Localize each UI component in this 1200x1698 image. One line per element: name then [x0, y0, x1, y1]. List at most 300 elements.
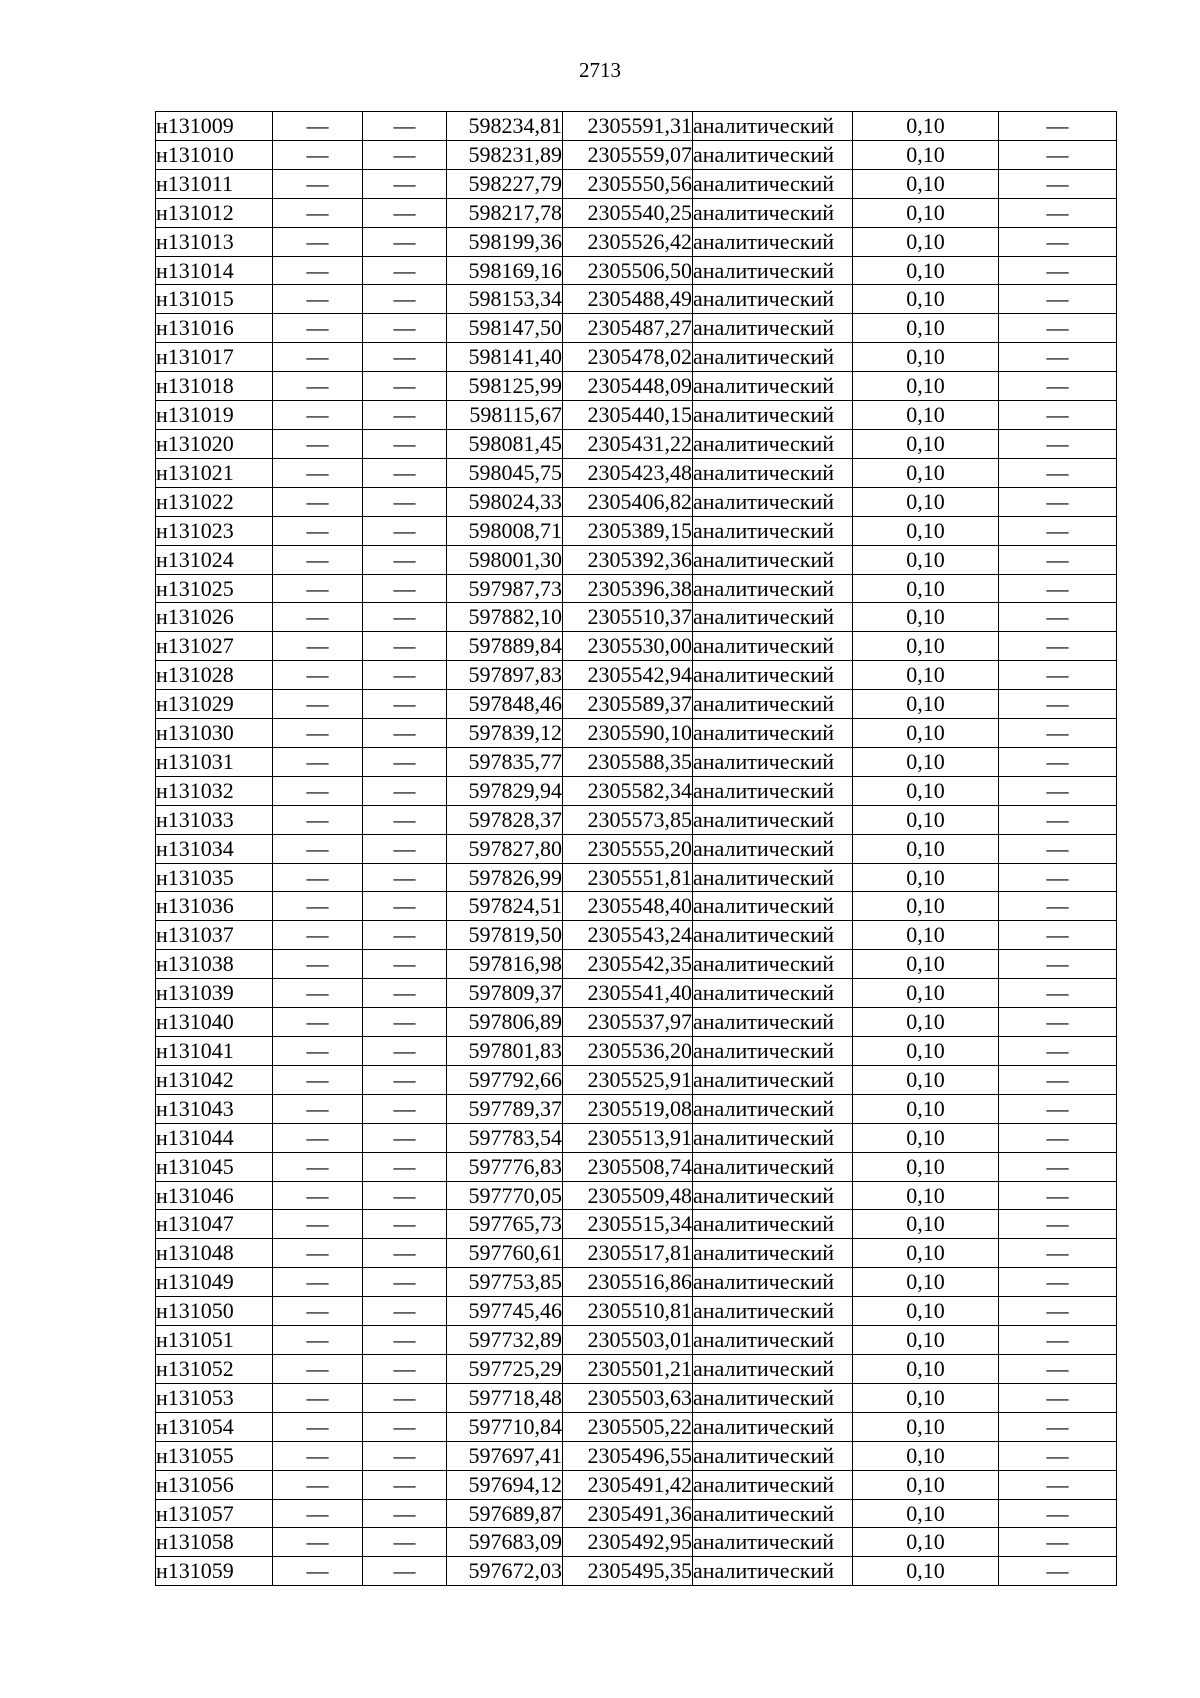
x-coordinate-cell: 598141,40: [447, 343, 563, 372]
table-row: [156, 545, 1117, 574]
method-cell: аналитический: [693, 545, 853, 574]
y-coordinate-cell: 2305515,34: [563, 1210, 693, 1239]
empty-value-cell: —: [363, 1326, 447, 1355]
table-row: [156, 1268, 1117, 1297]
x-coordinate-cell: 598008,71: [447, 516, 563, 545]
method-cell: аналитический: [693, 1152, 853, 1181]
empty-value-cell: —: [999, 112, 1117, 141]
accuracy-cell: 0,10: [853, 1210, 999, 1239]
empty-value-cell: —: [363, 776, 447, 805]
empty-value-cell: —: [999, 1094, 1117, 1123]
accuracy-cell: 0,10: [853, 690, 999, 719]
y-coordinate-cell: 2305516,86: [563, 1268, 693, 1297]
table-row: [156, 1152, 1117, 1181]
accuracy-cell: 0,10: [853, 661, 999, 690]
table-row: [156, 921, 1117, 950]
empty-value-cell: —: [999, 632, 1117, 661]
method-cell: аналитический: [693, 776, 853, 805]
method-cell: аналитический: [693, 1383, 853, 1412]
table-row: [156, 487, 1117, 516]
point-name-cell: н131023: [156, 516, 273, 545]
empty-value-cell: —: [999, 545, 1117, 574]
x-coordinate-cell: 597783,54: [447, 1123, 563, 1152]
empty-value-cell: —: [273, 140, 363, 169]
empty-value-cell: —: [363, 1152, 447, 1181]
x-coordinate-cell: 598125,99: [447, 372, 563, 401]
x-coordinate-cell: 597689,87: [447, 1499, 563, 1528]
y-coordinate-cell: 2305530,00: [563, 632, 693, 661]
empty-value-cell: —: [363, 227, 447, 256]
point-name-cell: н131019: [156, 401, 273, 430]
method-cell: аналитический: [693, 1181, 853, 1210]
y-coordinate-cell: 2305543,24: [563, 921, 693, 950]
method-cell: аналитический: [693, 1499, 853, 1528]
method-cell: аналитический: [693, 1008, 853, 1037]
empty-value-cell: —: [363, 429, 447, 458]
point-name-cell: н131014: [156, 256, 273, 285]
accuracy-cell: 0,10: [853, 1326, 999, 1355]
method-cell: аналитический: [693, 661, 853, 690]
point-name-cell: н131059: [156, 1557, 273, 1586]
accuracy-cell: 0,10: [853, 1181, 999, 1210]
empty-value-cell: —: [363, 1297, 447, 1326]
table-row: [156, 805, 1117, 834]
empty-value-cell: —: [999, 169, 1117, 198]
x-coordinate-cell: 598147,50: [447, 314, 563, 343]
empty-value-cell: —: [999, 401, 1117, 430]
empty-value-cell: —: [999, 429, 1117, 458]
accuracy-cell: 0,10: [853, 429, 999, 458]
x-coordinate-cell: 598231,89: [447, 140, 563, 169]
point-name-cell: н131020: [156, 429, 273, 458]
method-cell: аналитический: [693, 227, 853, 256]
table-row: [156, 1412, 1117, 1441]
y-coordinate-cell: 2305540,25: [563, 198, 693, 227]
empty-value-cell: —: [999, 1037, 1117, 1066]
empty-value-cell: —: [273, 401, 363, 430]
y-coordinate-cell: 2305513,91: [563, 1123, 693, 1152]
accuracy-cell: 0,10: [853, 719, 999, 748]
accuracy-cell: 0,10: [853, 1152, 999, 1181]
accuracy-cell: 0,10: [853, 545, 999, 574]
empty-value-cell: —: [363, 545, 447, 574]
point-name-cell: н131017: [156, 343, 273, 372]
table-row: [156, 1383, 1117, 1412]
point-name-cell: н131045: [156, 1152, 273, 1181]
method-cell: аналитический: [693, 1065, 853, 1094]
accuracy-cell: 0,10: [853, 747, 999, 776]
y-coordinate-cell: 2305589,37: [563, 690, 693, 719]
empty-value-cell: —: [273, 545, 363, 574]
x-coordinate-cell: 597839,12: [447, 719, 563, 748]
accuracy-cell: 0,10: [853, 516, 999, 545]
accuracy-cell: 0,10: [853, 314, 999, 343]
empty-value-cell: —: [999, 863, 1117, 892]
table-row: [156, 1008, 1117, 1037]
empty-value-cell: —: [273, 690, 363, 719]
empty-value-cell: —: [999, 1008, 1117, 1037]
empty-value-cell: —: [363, 1239, 447, 1268]
accuracy-cell: 0,10: [853, 1065, 999, 1094]
point-name-cell: н131046: [156, 1181, 273, 1210]
point-name-cell: н131043: [156, 1094, 273, 1123]
table-row: [156, 314, 1117, 343]
x-coordinate-cell: 598234,81: [447, 112, 563, 141]
empty-value-cell: —: [363, 863, 447, 892]
empty-value-cell: —: [999, 892, 1117, 921]
x-coordinate-cell: 597897,83: [447, 661, 563, 690]
x-coordinate-cell: 597809,37: [447, 979, 563, 1008]
empty-value-cell: —: [363, 1094, 447, 1123]
x-coordinate-cell: 597732,89: [447, 1326, 563, 1355]
table-row: [156, 1470, 1117, 1499]
empty-value-cell: —: [999, 950, 1117, 979]
table-row: [156, 776, 1117, 805]
x-coordinate-cell: 597697,41: [447, 1441, 563, 1470]
method-cell: аналитический: [693, 372, 853, 401]
empty-value-cell: —: [363, 1557, 447, 1586]
empty-value-cell: —: [273, 1326, 363, 1355]
empty-value-cell: —: [273, 661, 363, 690]
point-name-cell: н131021: [156, 458, 273, 487]
y-coordinate-cell: 2305423,48: [563, 458, 693, 487]
empty-value-cell: —: [273, 632, 363, 661]
table-row: [156, 979, 1117, 1008]
y-coordinate-cell: 2305506,50: [563, 256, 693, 285]
point-name-cell: н131031: [156, 747, 273, 776]
point-name-cell: н131041: [156, 1037, 273, 1066]
point-name-cell: н131012: [156, 198, 273, 227]
empty-value-cell: —: [273, 112, 363, 141]
x-coordinate-cell: 597683,09: [447, 1528, 563, 1557]
x-coordinate-cell: 597718,48: [447, 1383, 563, 1412]
y-coordinate-cell: 2305389,15: [563, 516, 693, 545]
x-coordinate-cell: 597725,29: [447, 1354, 563, 1383]
method-cell: аналитический: [693, 632, 853, 661]
empty-value-cell: —: [363, 1470, 447, 1499]
method-cell: аналитический: [693, 690, 853, 719]
empty-value-cell: —: [363, 285, 447, 314]
x-coordinate-cell: 598169,16: [447, 256, 563, 285]
accuracy-cell: 0,10: [853, 1412, 999, 1441]
point-name-cell: н131027: [156, 632, 273, 661]
empty-value-cell: —: [273, 1181, 363, 1210]
point-name-cell: н131016: [156, 314, 273, 343]
table-row: [156, 256, 1117, 285]
method-cell: аналитический: [693, 979, 853, 1008]
x-coordinate-cell: 598199,36: [447, 227, 563, 256]
y-coordinate-cell: 2305492,95: [563, 1528, 693, 1557]
table-row: [156, 1239, 1117, 1268]
empty-value-cell: —: [273, 314, 363, 343]
table-row: [156, 1528, 1117, 1557]
empty-value-cell: —: [363, 979, 447, 1008]
method-cell: аналитический: [693, 950, 853, 979]
y-coordinate-cell: 2305491,36: [563, 1499, 693, 1528]
method-cell: аналитический: [693, 1470, 853, 1499]
method-cell: аналитический: [693, 458, 853, 487]
empty-value-cell: —: [999, 1239, 1117, 1268]
coordinates-table: [155, 111, 1117, 1586]
method-cell: аналитический: [693, 314, 853, 343]
empty-value-cell: —: [363, 805, 447, 834]
table-row: [156, 198, 1117, 227]
empty-value-cell: —: [273, 256, 363, 285]
y-coordinate-cell: 2305582,34: [563, 776, 693, 805]
empty-value-cell: —: [363, 343, 447, 372]
empty-value-cell: —: [273, 1037, 363, 1066]
point-name-cell: н131057: [156, 1499, 273, 1528]
y-coordinate-cell: 2305517,81: [563, 1239, 693, 1268]
empty-value-cell: —: [999, 256, 1117, 285]
method-cell: аналитический: [693, 1037, 853, 1066]
empty-value-cell: —: [273, 1152, 363, 1181]
empty-value-cell: —: [999, 1326, 1117, 1355]
y-coordinate-cell: 2305542,94: [563, 661, 693, 690]
accuracy-cell: 0,10: [853, 343, 999, 372]
accuracy-cell: 0,10: [853, 1557, 999, 1586]
table-row: [156, 169, 1117, 198]
method-cell: аналитический: [693, 169, 853, 198]
table-row: [156, 719, 1117, 748]
x-coordinate-cell: 597760,61: [447, 1239, 563, 1268]
accuracy-cell: 0,10: [853, 256, 999, 285]
accuracy-cell: 0,10: [853, 863, 999, 892]
empty-value-cell: —: [273, 1412, 363, 1441]
empty-value-cell: —: [363, 603, 447, 632]
empty-value-cell: —: [273, 1268, 363, 1297]
empty-value-cell: —: [999, 1412, 1117, 1441]
empty-value-cell: —: [999, 979, 1117, 1008]
x-coordinate-cell: 597889,84: [447, 632, 563, 661]
empty-value-cell: —: [999, 661, 1117, 690]
y-coordinate-cell: 2305588,35: [563, 747, 693, 776]
table-row: [156, 112, 1117, 141]
y-coordinate-cell: 2305525,91: [563, 1065, 693, 1094]
method-cell: аналитический: [693, 863, 853, 892]
empty-value-cell: —: [273, 1297, 363, 1326]
empty-value-cell: —: [273, 227, 363, 256]
table-row: [156, 603, 1117, 632]
y-coordinate-cell: 2305550,56: [563, 169, 693, 198]
table-row: [156, 661, 1117, 690]
empty-value-cell: —: [999, 603, 1117, 632]
accuracy-cell: 0,10: [853, 950, 999, 979]
method-cell: аналитический: [693, 1528, 853, 1557]
empty-value-cell: —: [363, 372, 447, 401]
accuracy-cell: 0,10: [853, 1239, 999, 1268]
table-row: [156, 1354, 1117, 1383]
x-coordinate-cell: 598024,33: [447, 487, 563, 516]
empty-value-cell: —: [999, 1123, 1117, 1152]
empty-value-cell: —: [363, 198, 447, 227]
y-coordinate-cell: 2305496,55: [563, 1441, 693, 1470]
table-row: [156, 1181, 1117, 1210]
x-coordinate-cell: 597776,83: [447, 1152, 563, 1181]
x-coordinate-cell: 597806,89: [447, 1008, 563, 1037]
method-cell: аналитический: [693, 487, 853, 516]
table-row: [156, 950, 1117, 979]
accuracy-cell: 0,10: [853, 1297, 999, 1326]
empty-value-cell: —: [273, 1557, 363, 1586]
table-row: [156, 372, 1117, 401]
accuracy-cell: 0,10: [853, 372, 999, 401]
accuracy-cell: 0,10: [853, 1354, 999, 1383]
empty-value-cell: —: [273, 285, 363, 314]
accuracy-cell: 0,10: [853, 140, 999, 169]
page-number: 2713: [579, 58, 621, 82]
empty-value-cell: —: [999, 1528, 1117, 1557]
empty-value-cell: —: [999, 921, 1117, 950]
empty-value-cell: —: [999, 487, 1117, 516]
accuracy-cell: 0,10: [853, 1094, 999, 1123]
point-name-cell: н131051: [156, 1326, 273, 1355]
empty-value-cell: —: [999, 1499, 1117, 1528]
y-coordinate-cell: 2305509,48: [563, 1181, 693, 1210]
method-cell: аналитический: [693, 1412, 853, 1441]
point-name-cell: н131036: [156, 892, 273, 921]
empty-value-cell: —: [273, 603, 363, 632]
method-cell: аналитический: [693, 516, 853, 545]
empty-value-cell: —: [273, 1528, 363, 1557]
method-cell: аналитический: [693, 1354, 853, 1383]
empty-value-cell: —: [273, 1008, 363, 1037]
x-coordinate-cell: 597789,37: [447, 1094, 563, 1123]
empty-value-cell: —: [273, 805, 363, 834]
y-coordinate-cell: 2305501,21: [563, 1354, 693, 1383]
accuracy-cell: 0,10: [853, 401, 999, 430]
empty-value-cell: —: [273, 429, 363, 458]
y-coordinate-cell: 2305431,22: [563, 429, 693, 458]
accuracy-cell: 0,10: [853, 198, 999, 227]
method-cell: аналитический: [693, 805, 853, 834]
point-name-cell: н131011: [156, 169, 273, 198]
x-coordinate-cell: 597753,85: [447, 1268, 563, 1297]
x-coordinate-cell: 597827,80: [447, 834, 563, 863]
empty-value-cell: —: [999, 776, 1117, 805]
y-coordinate-cell: 2305542,35: [563, 950, 693, 979]
empty-value-cell: —: [273, 169, 363, 198]
empty-value-cell: —: [273, 487, 363, 516]
point-name-cell: н131035: [156, 863, 273, 892]
x-coordinate-cell: 597801,83: [447, 1037, 563, 1066]
empty-value-cell: —: [363, 719, 447, 748]
point-name-cell: н131028: [156, 661, 273, 690]
y-coordinate-cell: 2305555,20: [563, 834, 693, 863]
empty-value-cell: —: [363, 169, 447, 198]
accuracy-cell: 0,10: [853, 1441, 999, 1470]
accuracy-cell: 0,10: [853, 574, 999, 603]
empty-value-cell: —: [363, 401, 447, 430]
empty-value-cell: —: [363, 747, 447, 776]
empty-value-cell: —: [363, 1441, 447, 1470]
y-coordinate-cell: 2305503,63: [563, 1383, 693, 1412]
y-coordinate-cell: 2305508,74: [563, 1152, 693, 1181]
y-coordinate-cell: 2305448,09: [563, 372, 693, 401]
method-cell: аналитический: [693, 198, 853, 227]
empty-value-cell: —: [363, 314, 447, 343]
table-row: [156, 285, 1117, 314]
point-name-cell: н131038: [156, 950, 273, 979]
x-coordinate-cell: 597710,84: [447, 1412, 563, 1441]
empty-value-cell: —: [273, 1499, 363, 1528]
y-coordinate-cell: 2305548,40: [563, 892, 693, 921]
empty-value-cell: —: [363, 1008, 447, 1037]
method-cell: аналитический: [693, 1239, 853, 1268]
table-row: [156, 1210, 1117, 1239]
accuracy-cell: 0,10: [853, 921, 999, 950]
x-coordinate-cell: 598081,45: [447, 429, 563, 458]
empty-value-cell: —: [363, 1037, 447, 1066]
point-name-cell: н131018: [156, 372, 273, 401]
empty-value-cell: —: [363, 1499, 447, 1528]
point-name-cell: н131040: [156, 1008, 273, 1037]
empty-value-cell: —: [363, 1412, 447, 1441]
empty-value-cell: —: [363, 661, 447, 690]
table-row: [156, 343, 1117, 372]
empty-value-cell: —: [999, 805, 1117, 834]
empty-value-cell: —: [273, 1065, 363, 1094]
method-cell: аналитический: [693, 1210, 853, 1239]
method-cell: аналитический: [693, 343, 853, 372]
empty-value-cell: —: [273, 979, 363, 1008]
point-name-cell: н131037: [156, 921, 273, 950]
empty-value-cell: —: [273, 1354, 363, 1383]
empty-value-cell: —: [273, 1383, 363, 1412]
table-row: [156, 863, 1117, 892]
y-coordinate-cell: 2305590,10: [563, 719, 693, 748]
method-cell: аналитический: [693, 140, 853, 169]
empty-value-cell: —: [273, 1094, 363, 1123]
point-name-cell: н131048: [156, 1239, 273, 1268]
empty-value-cell: —: [999, 516, 1117, 545]
accuracy-cell: 0,10: [853, 1123, 999, 1152]
point-name-cell: н131052: [156, 1354, 273, 1383]
table-row: [156, 458, 1117, 487]
method-cell: аналитический: [693, 1326, 853, 1355]
point-name-cell: н131013: [156, 227, 273, 256]
method-cell: аналитический: [693, 1094, 853, 1123]
point-name-cell: н131009: [156, 112, 273, 141]
table-row: [156, 1297, 1117, 1326]
accuracy-cell: 0,10: [853, 112, 999, 141]
empty-value-cell: —: [363, 1354, 447, 1383]
empty-value-cell: —: [363, 516, 447, 545]
table-row: [156, 1557, 1117, 1586]
x-coordinate-cell: 597672,03: [447, 1557, 563, 1586]
y-coordinate-cell: 2305440,15: [563, 401, 693, 430]
empty-value-cell: —: [999, 1441, 1117, 1470]
method-cell: аналитический: [693, 747, 853, 776]
empty-value-cell: —: [363, 256, 447, 285]
empty-value-cell: —: [363, 1210, 447, 1239]
x-coordinate-cell: 598153,34: [447, 285, 563, 314]
x-coordinate-cell: 597848,46: [447, 690, 563, 719]
empty-value-cell: —: [999, 1297, 1117, 1326]
x-coordinate-cell: 597745,46: [447, 1297, 563, 1326]
y-coordinate-cell: 2305406,82: [563, 487, 693, 516]
method-cell: аналитический: [693, 603, 853, 632]
table-row: [156, 834, 1117, 863]
empty-value-cell: —: [999, 1383, 1117, 1412]
empty-value-cell: —: [999, 1065, 1117, 1094]
method-cell: аналитический: [693, 256, 853, 285]
table-row: [156, 401, 1117, 430]
y-coordinate-cell: 2305551,81: [563, 863, 693, 892]
empty-value-cell: —: [999, 458, 1117, 487]
empty-value-cell: —: [999, 227, 1117, 256]
empty-value-cell: —: [999, 140, 1117, 169]
